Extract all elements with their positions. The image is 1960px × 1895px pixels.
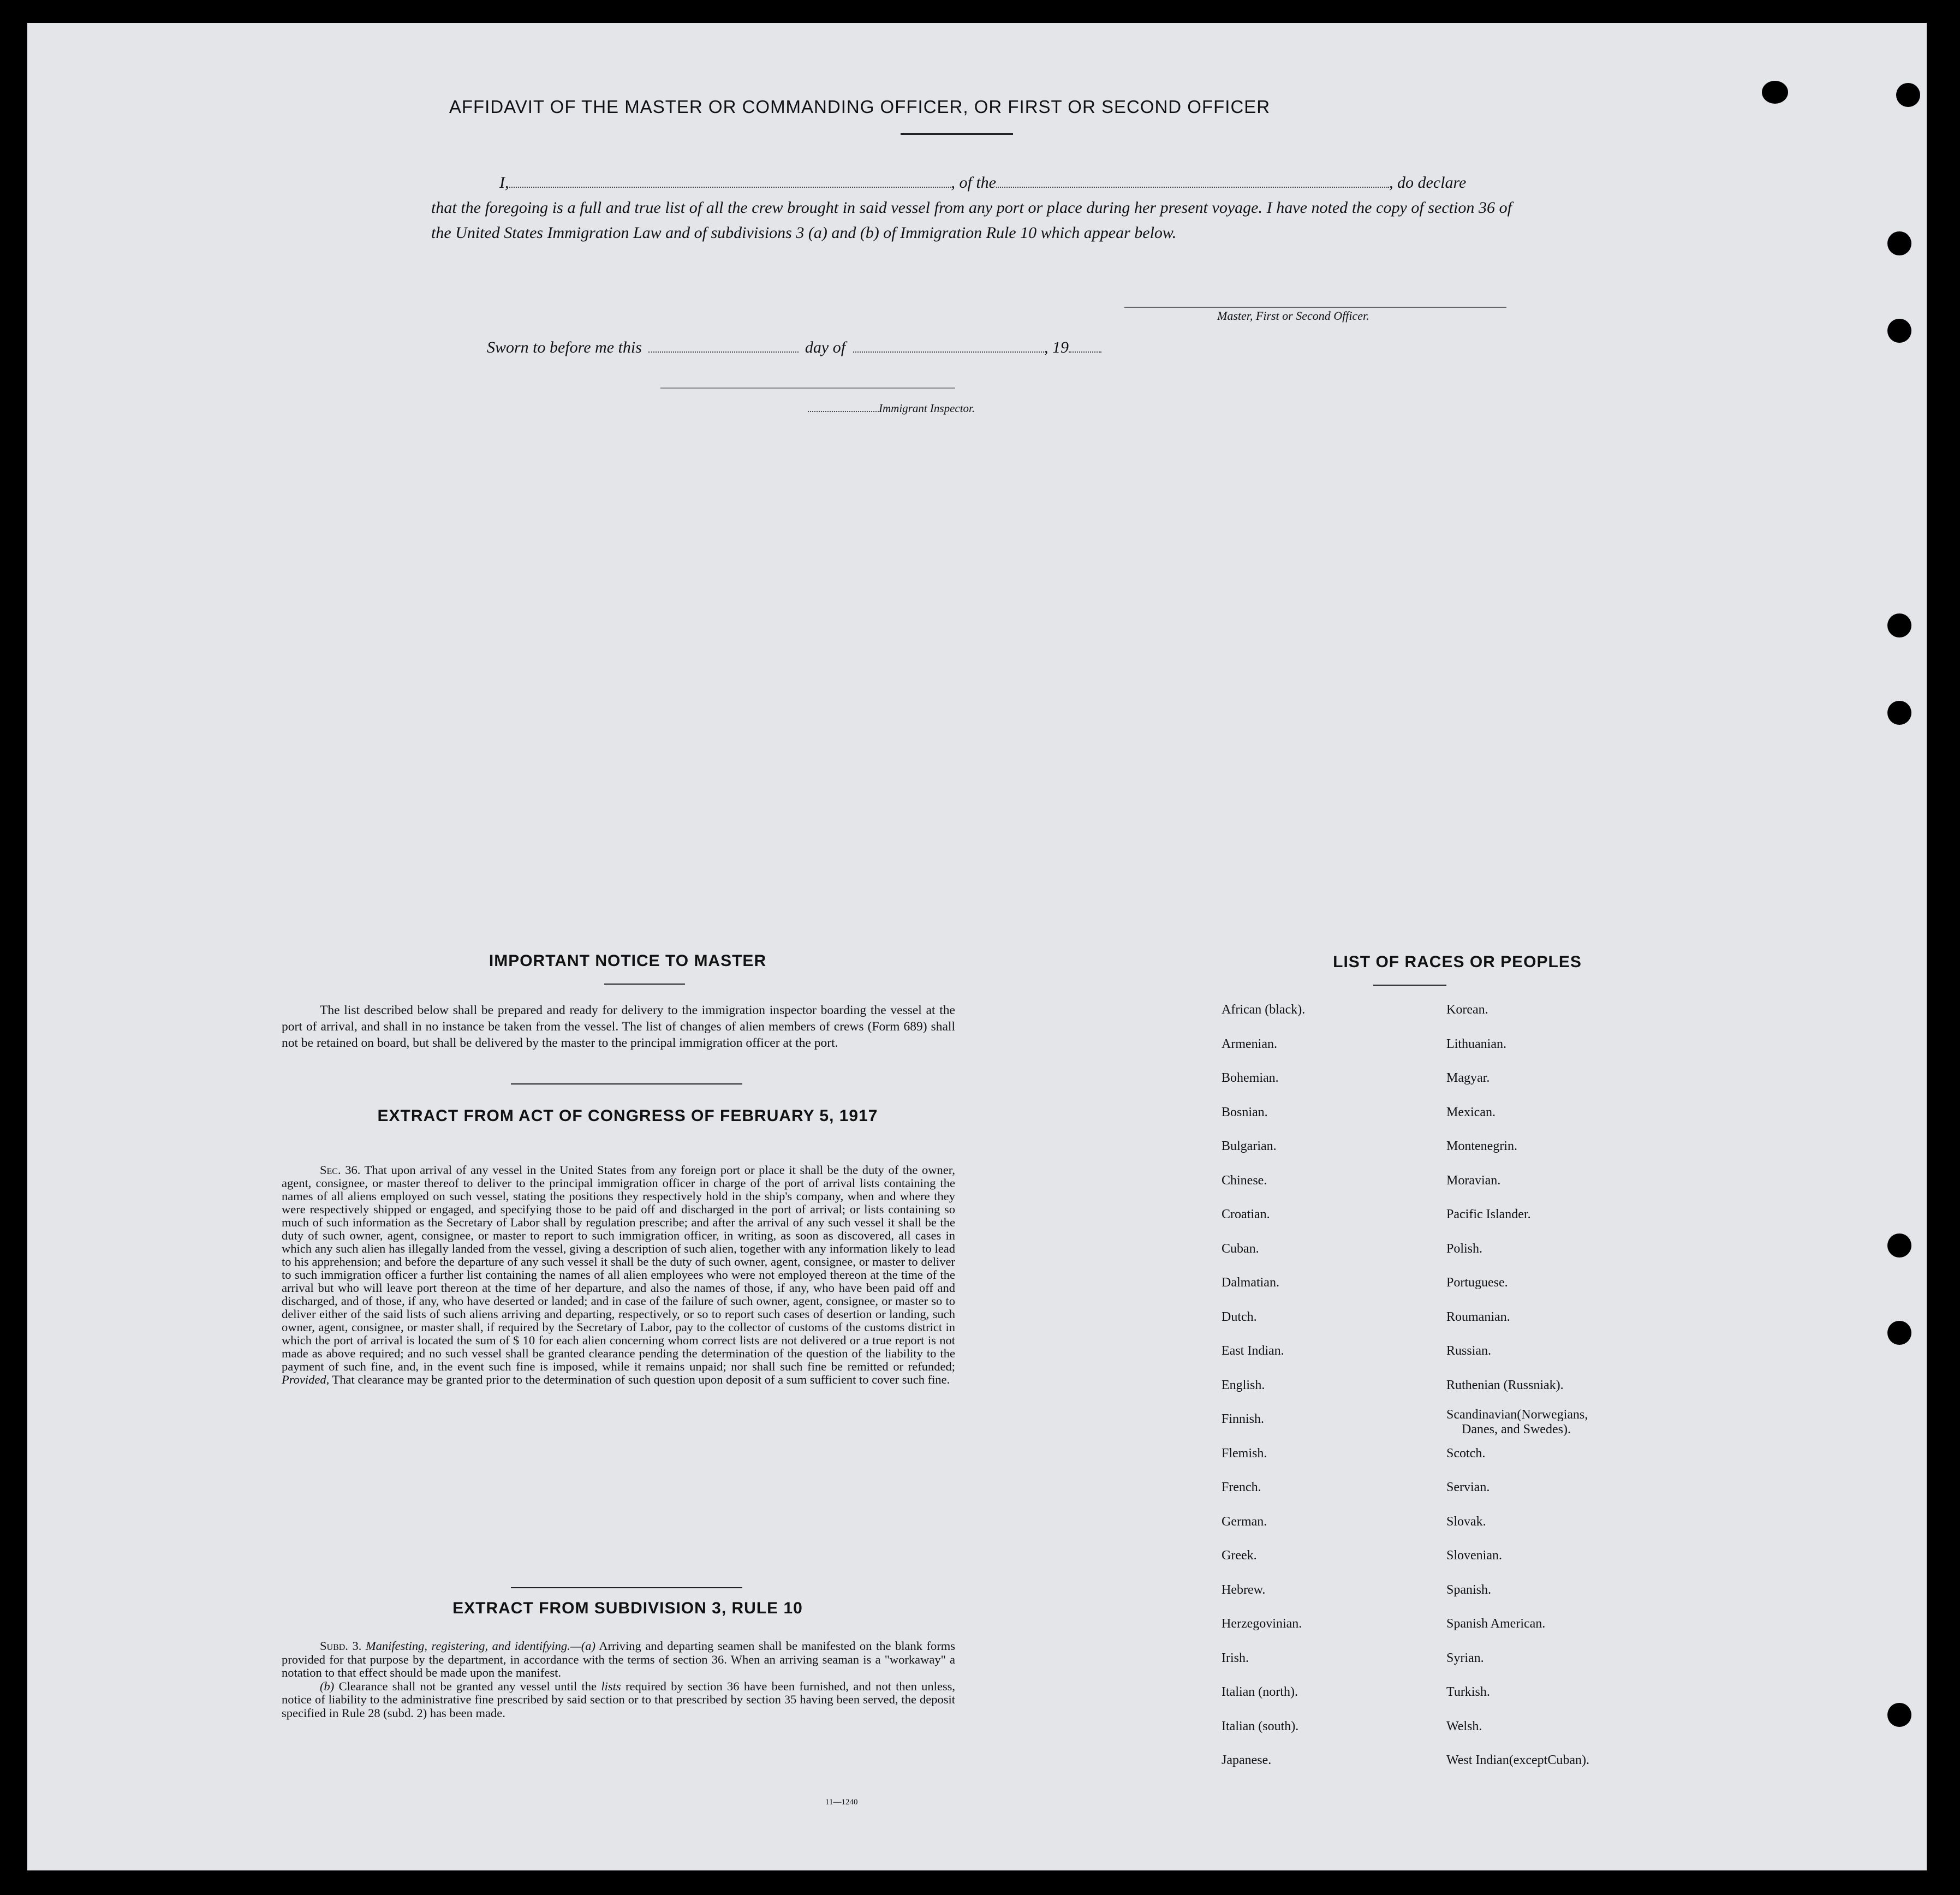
rule-title: EXTRACT FROM SUBDIVISION 3, RULE 10 [452, 1599, 803, 1617]
race-item: French. [1222, 1480, 1261, 1494]
punch-hole [1887, 1703, 1911, 1727]
punch-hole [1887, 319, 1911, 343]
race-item: Irish. [1222, 1650, 1249, 1665]
sworn-month-field[interactable] [853, 339, 1044, 353]
race-item: Slovak. [1446, 1514, 1486, 1529]
race-item: Syrian. [1446, 1650, 1484, 1665]
rule-heading: Manifesting, registering, and identifying.—(a) [365, 1639, 596, 1653]
master-signature-line[interactable] [1124, 307, 1506, 308]
of-the-label: , of the [951, 174, 996, 192]
inspector-signature-line[interactable] [660, 388, 955, 389]
race-item-continued: Danes, and Swedes). [1462, 1422, 1571, 1437]
sworn-year-field[interactable] [1069, 339, 1101, 353]
race-item: Bohemian. [1222, 1071, 1279, 1085]
notice-end-divider [511, 1083, 742, 1084]
race-item: Italian (north). [1222, 1685, 1298, 1699]
sworn-label: Sworn to before me this [487, 338, 642, 356]
race-item: Scotch. [1446, 1446, 1486, 1461]
races-left-column [1222, 1003, 1305, 1787]
race-item: Roumanian. [1446, 1309, 1510, 1324]
race-item: Magyar. [1446, 1071, 1490, 1085]
race-item: Dalmatian. [1222, 1276, 1279, 1290]
race-item: Bulgarian. [1222, 1139, 1277, 1153]
act-title: EXTRACT FROM ACT OF CONGRESS OF FEBRUARY 5, 1917 [377, 1107, 878, 1125]
rule-b-label: (b) [320, 1679, 335, 1693]
race-item: West Indian(exceptCuban). [1446, 1753, 1589, 1767]
races-right-column [1446, 1003, 1589, 1787]
race-item: Moravian. [1446, 1173, 1501, 1188]
punch-hole [1762, 81, 1788, 104]
act-body-end: That clearance may be granted prior to the determination of such question upon deposit of a sum sufficient to cover such fine. [332, 1373, 950, 1386]
races-title: LIST OF RACES OR PEOPLES [1333, 953, 1582, 971]
race-item: Servian. [1446, 1480, 1490, 1494]
race-item: Hebrew. [1222, 1582, 1266, 1597]
race-item: Chinese. [1222, 1173, 1267, 1188]
title-divider [901, 133, 1013, 135]
race-item: Japanese. [1222, 1753, 1272, 1767]
act-sec-label: Sec. 36. [320, 1163, 361, 1177]
notice-divider [604, 984, 685, 985]
notice-title: IMPORTANT NOTICE TO MASTER [488, 952, 767, 970]
sworn-day-field[interactable] [648, 339, 799, 353]
race-item: Dutch. [1222, 1309, 1257, 1324]
master-signature-label: Master, First or Second Officer. [1217, 309, 1369, 323]
race-item: Welsh. [1446, 1719, 1482, 1733]
rule-lists-word: lists [601, 1679, 621, 1693]
document-page [27, 23, 1927, 1870]
affidavit-paragraph: that the foregoing is a full and true list of all the crew brought in said vessel from any port or place during her present voyage. I have noted the copy of section 36 of the United States Immigration Law and of subdivisions 3 (a) and (b) of Immigration Rule 10 which appear below. [431, 199, 1512, 242]
race-item: East Indian. [1222, 1344, 1284, 1358]
punch-hole [1887, 613, 1911, 637]
vessel-field[interactable] [996, 175, 1389, 188]
year-label: , 19 [1044, 338, 1069, 356]
inspector-line [808, 402, 975, 415]
race-item: Russian. [1446, 1344, 1492, 1358]
i-label: I, [499, 174, 509, 192]
affidavit-title: AFFIDAVIT OF THE MASTER OR COMMANDING OFFICER, OR FIRST OR SECOND OFFICER [449, 97, 1271, 117]
sworn-line [487, 338, 1101, 357]
race-item: Polish. [1446, 1241, 1483, 1256]
notice-text: The list described below shall be prepared and ready for delivery to the immigration inspector boarding the vessel at the port of arrival, and shall in no instance be taken from the vessel. The list of changes of alien members of crews (Form 689) shall not be retained on board, but shall be delivered by the master to the principal immigration officer at the port. [282, 1003, 955, 1050]
race-item: Herzegovinian. [1222, 1617, 1302, 1631]
race-item: Korean. [1446, 1003, 1488, 1017]
act-text [282, 1164, 955, 1386]
race-item: Cuban. [1222, 1241, 1259, 1256]
declare-label: , do declare [1389, 174, 1467, 192]
name-field[interactable] [509, 175, 951, 188]
race-item: Bosnian. [1222, 1105, 1268, 1119]
race-item: Spanish American. [1446, 1617, 1546, 1631]
race-item: Portuguese. [1446, 1276, 1508, 1290]
race-item: Turkish. [1446, 1685, 1490, 1699]
form-number: 11—1240 [825, 1798, 858, 1807]
race-item: German. [1222, 1514, 1267, 1529]
race-item: Pacific Islander. [1446, 1207, 1531, 1221]
punch-hole [1887, 1321, 1911, 1345]
inspector-label: Immigrant Inspector. [879, 402, 975, 415]
race-item: Greek. [1222, 1548, 1257, 1563]
punch-hole [1887, 231, 1911, 255]
rule-text [282, 1640, 955, 1720]
race-item: Ruthenian (Russniak). [1446, 1378, 1564, 1392]
rule-text-b2: required by section 36 have been furnished, and not then unless, notice of liability to the administrative fine prescribed by said section or to that prescribed by section 35 having been served, the deposit specified in Rule 28 (subd. 2) has been made. [282, 1679, 956, 1720]
punch-hole [1887, 1233, 1911, 1258]
race-item: Slovenian. [1446, 1548, 1502, 1563]
race-item: Lithuanian. [1446, 1036, 1506, 1051]
race-item: African (black). [1222, 1003, 1306, 1017]
race-item: Flemish. [1222, 1446, 1267, 1461]
rule-text-b1: Clearance shall not be granted any vessel until the [338, 1679, 597, 1693]
race-item: Scandinavian(Norwegians, [1446, 1408, 1588, 1422]
rule-text-a: Arriving and departing seamen shall be manifested on the blank forms provided for that purpose by the department, in accordance with the terms of section 36. When an arriving seaman is a "workaway" a notation to that effect should be made upon the manifest. [282, 1639, 956, 1679]
affidavit-first-line [431, 170, 1512, 195]
race-item: Spanish. [1446, 1582, 1492, 1597]
inspector-field[interactable] [808, 403, 879, 412]
act-end-divider [511, 1587, 742, 1588]
race-item: Montenegrin. [1446, 1139, 1517, 1153]
race-item: Finnish. [1222, 1412, 1265, 1426]
act-provided-label: Provided, [282, 1373, 330, 1386]
race-item: Italian (south). [1222, 1719, 1299, 1733]
day-of-label: day of [805, 338, 846, 356]
act-body: That upon arrival of any vessel in the United States from any foreign port or place it shall be the duty of the owner, agent, consignee, or master thereof to deliver to the principal immigration officer in charge of the port of arrival lists containing the names of all aliens employed on such vessel, stating the positions they respectively hold in the ship's company, when and where they were respectively shipped or engaged, and specifying those to be paid off and discharged in the port of arrival; or lists containing so much of such information as the Secretary of Labor shall by regulation prescribe; and after the arrival of any such vessel it shall be the duty of such owner, agent, consignee, or master to report to such immigration officer, in writing, as soon as discovered, all cases in which any such alien has illegally landed from the vessel, giving a description of such alien, together with any information likely to lead to his apprehension; and before the departure of any such vessel it shall be the duty of such owner, agent, consignee, or master to deliver to such immigration officer a further list containing the names of all alien employees who were not employed thereon at the time of the arrival but who will leave port thereon at the time of her departure, and also the names of those, if any, who have been paid off and discharged, and of those, if any, who have deserted or landed; and in case of the failure of such owner, agent, consignee, or master so to deliver either of the said lists of such aliens arriving and departing, respectively, or so to report such cases of desertion or landing, such owner, agent, consignee, or master shall, if required by the Secretary of Labor, pay to the collector of customs of the customs district in which the port of arrival is located the sum of $ 10 for each alien concerning whom correct lists are not delivered or a true report is not made as above required; and no such vessel shall be granted clearance pending the determination of the question of the liability to the payment of such fine, and, in the event such fine is imposed, while it remains unpaid; nor shall such fine be remitted or refunded; [282, 1163, 955, 1373]
punch-hole [1896, 83, 1920, 107]
race-item: Croatian. [1222, 1207, 1270, 1221]
race-item: Mexican. [1446, 1105, 1496, 1119]
race-item: Armenian. [1222, 1036, 1277, 1051]
race-item: English. [1222, 1378, 1265, 1392]
race-item-scandinavian [1446, 1408, 1589, 1446]
rule-subd-label: Subd. 3. [320, 1639, 362, 1653]
races-divider [1373, 985, 1446, 986]
punch-hole [1887, 701, 1911, 725]
